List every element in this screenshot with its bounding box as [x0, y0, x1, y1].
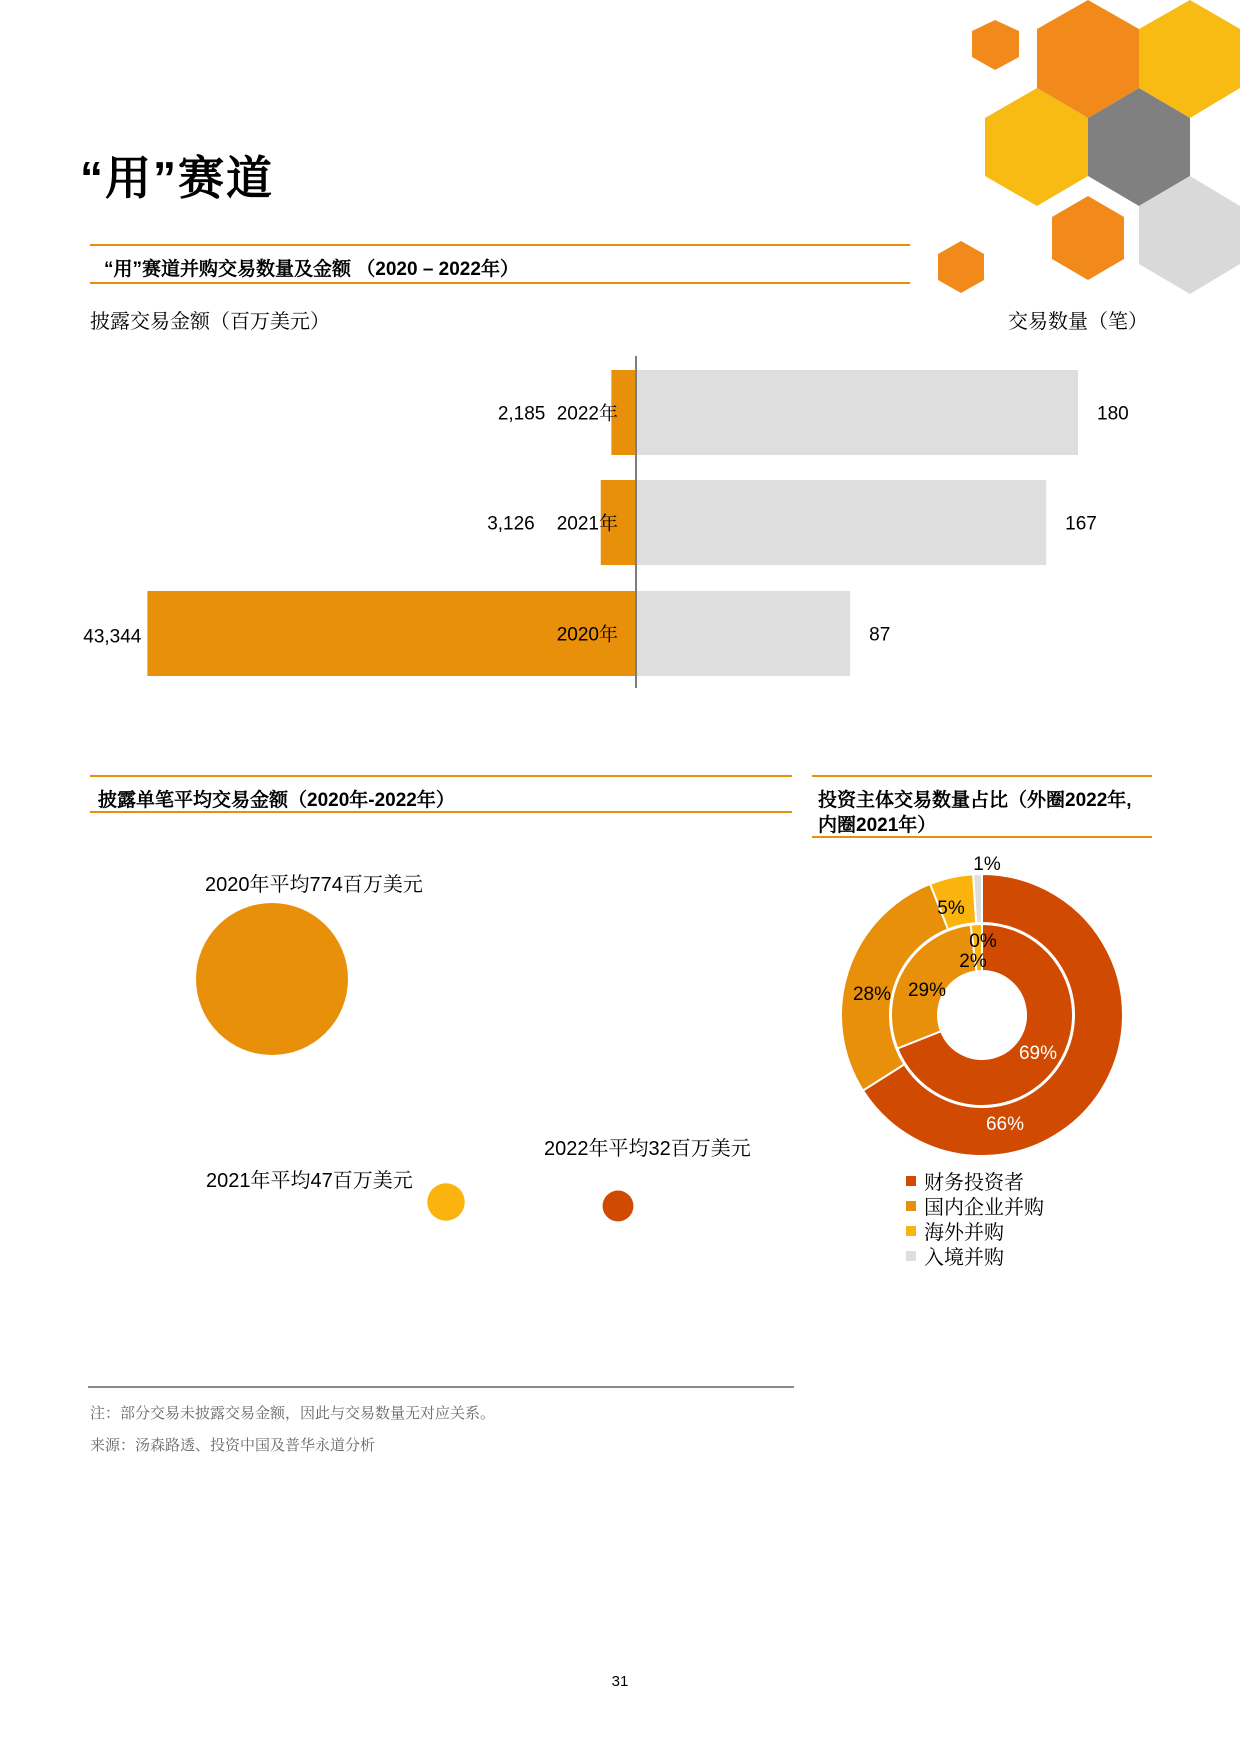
count-data-label: 180 — [1097, 403, 1129, 425]
donut-label-2022年: 5% — [937, 898, 965, 919]
section-rule — [90, 775, 792, 777]
section-rule — [812, 836, 1152, 838]
nested-donut-chart — [830, 850, 1140, 1170]
legend-swatch — [906, 1226, 916, 1236]
notes-rule — [88, 1386, 794, 1388]
donut-label-2021年: 69% — [1018, 1043, 1058, 1064]
donut-section-title-line1: 投资主体交易数量占比（外圈2022年, — [818, 790, 1132, 811]
count-bar-2022年 — [637, 370, 1078, 455]
year-label: 2021年 — [556, 513, 618, 535]
legend-label: 海外并购 — [924, 1222, 1004, 1244]
section-rule — [812, 775, 1152, 777]
donut-label-2021年: 29% — [907, 980, 947, 1001]
page-number: 31 — [611, 1673, 629, 1690]
legend-item — [906, 1243, 1044, 1268]
legend-swatch — [906, 1201, 916, 1211]
bar-section-title: “用”赛道并购交易数量及金额 （2020 – 2022年） — [104, 259, 519, 280]
legend-item — [906, 1218, 1044, 1243]
hexagon-shape — [972, 20, 1019, 70]
legend-item — [906, 1193, 1044, 1218]
legend-label: 入境并购 — [924, 1247, 1004, 1269]
amount-data-label: 3,126 — [487, 513, 535, 535]
count-data-label: 87 — [869, 624, 891, 646]
left-axis-label: 披露交易金额（百万美元） — [90, 311, 330, 333]
amount-data-label: 2,185 — [497, 403, 546, 425]
section-rule — [90, 282, 910, 284]
amount-data-label: 43,344 — [83, 626, 142, 648]
section-rule — [90, 244, 910, 246]
hexagon-shape — [938, 241, 984, 293]
section-rule — [90, 811, 792, 813]
count-data-label: 167 — [1065, 513, 1097, 535]
count-bar-2020年 — [637, 591, 850, 676]
donut-label-2021年: 0% — [969, 931, 997, 952]
donut-label-2022年: 28% — [852, 984, 892, 1005]
hexagon-shape — [1052, 196, 1124, 280]
donut-label-2021年: 2% — [959, 951, 987, 972]
legend-item — [906, 1168, 1044, 1193]
bubble-section-title: 披露单笔平均交易金额（2020年-2022年） — [98, 790, 455, 811]
bubble-label-2021: 2021年平均47百万美元 — [206, 1170, 413, 1192]
donut-label-2022年: 66% — [985, 1114, 1025, 1135]
bubble-label-2020: 2020年平均774百万美元 — [205, 874, 423, 896]
bubble-2022年 — [603, 1191, 634, 1222]
year-label: 2020年 — [556, 624, 618, 646]
legend-label: 财务投资者 — [924, 1172, 1024, 1194]
donut-section-title-line2: 内圈2021年） — [818, 815, 937, 836]
right-axis-label: 交易数量（笔） — [1008, 311, 1148, 333]
bubble-label-2022: 2022年平均32百万美元 — [544, 1138, 751, 1160]
legend-swatch — [906, 1176, 916, 1186]
donut-label-2022年: 1% — [973, 854, 1001, 875]
source-text: 来源：汤森路透、投资中国及普华永道分析 — [90, 1437, 376, 1454]
donut-legend — [906, 1168, 1044, 1268]
count-bar-2021年 — [637, 480, 1046, 565]
page-title: “用”赛道 — [80, 152, 274, 204]
bubble-2021年 — [427, 1183, 464, 1220]
note-text: 注：部分交易未披露交易金额，因此与交易数量无对应关系。 — [90, 1405, 496, 1422]
legend-label: 国内企业并购 — [924, 1197, 1044, 1219]
legend-swatch — [906, 1251, 916, 1261]
butterfly-bar-chart — [0, 350, 1240, 690]
bubble-2020年 — [196, 903, 348, 1055]
year-label: 2022年 — [556, 403, 618, 425]
